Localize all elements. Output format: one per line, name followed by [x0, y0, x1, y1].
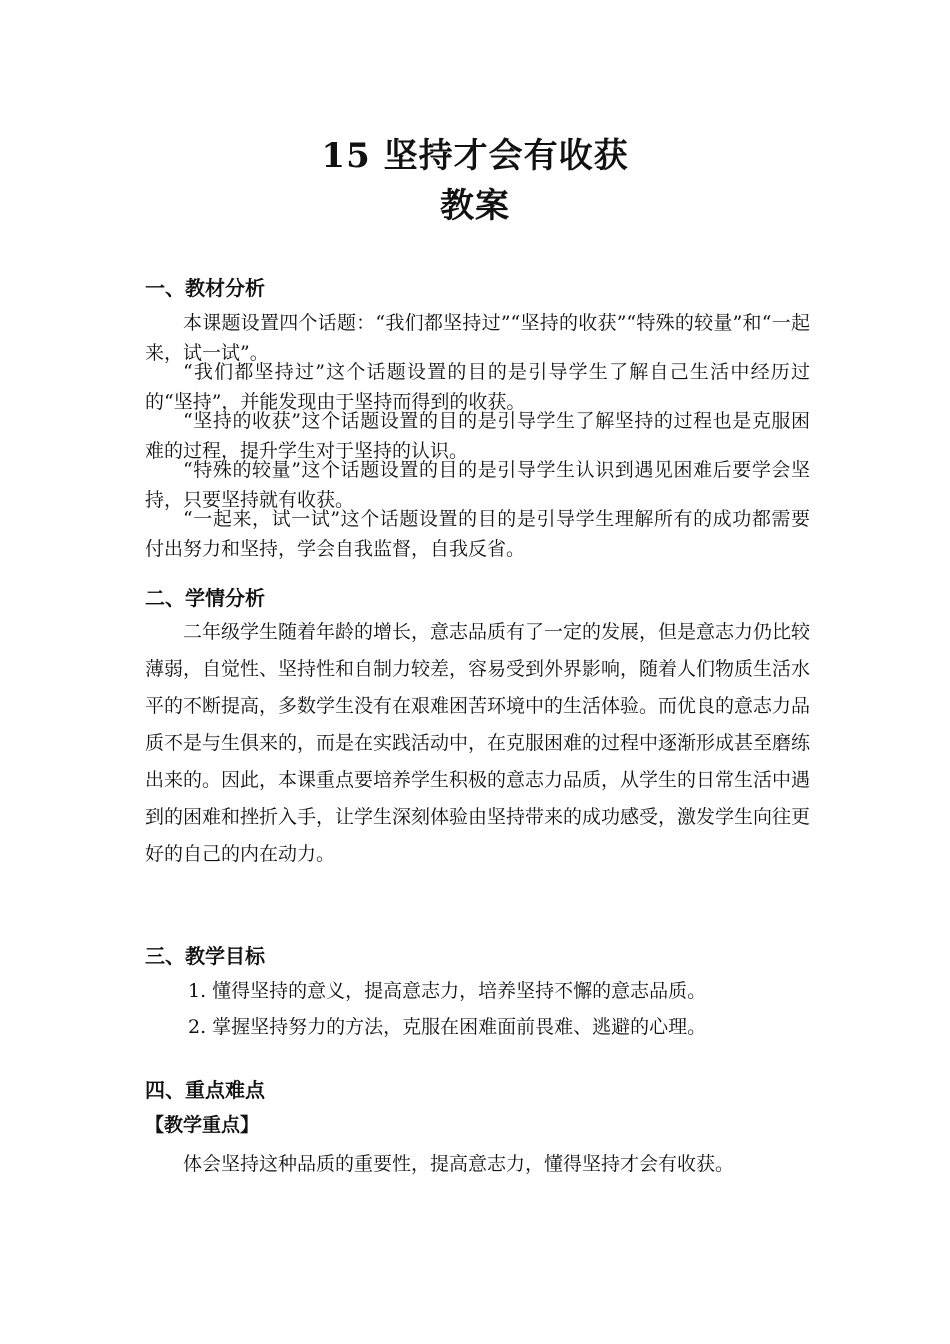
document-subtitle: 教案 [440, 186, 510, 226]
materials-paragraph-4: “特殊的较量”这个话题设置的目的是引导学生认识到遇见困难后要学会坚持，只要坚持就有收获。 [145, 459, 810, 511]
keypoints-paragraph: 体会坚持这种品质的重要性，提高意志力，懂得坚持才会有收获。 [183, 1153, 735, 1175]
section-heading-goals: 三、教学目标 [145, 944, 265, 968]
materials-paragraph-1: 本课题设置四个话题：“我们都坚持过”“坚持的收获”“特殊的较量”和“一起来，试一试”。 [145, 312, 810, 364]
goal-item-2: 2. 掌握坚持努力的方法，克服在困难面前畏难、逃避的心理。 [188, 1016, 707, 1038]
keypoints-subheading: 【教学重点】 [145, 1114, 260, 1136]
section-heading-materials: 一、教材分析 [145, 276, 265, 300]
goal-item-1: 1. 懂得坚持的意义，提高意志力，培养坚持不懈的意志品质。 [188, 980, 707, 1002]
document-title: 15 坚持才会有收获 [321, 136, 629, 176]
section-heading-keypoints: 四、重点难点 [145, 1078, 265, 1102]
students-paragraph: 二年级学生随着年龄的增长，意志品质有了一定的发展，但是意志力仍比较薄弱，自觉性、坚持性和自制力较差，容易受到外界影响，随着人们物质生活水平的不断提高，多数学生没有在艰难困苦环境中的生活体验。而优良的意志力品质不是与生俱来的，而是在实践活动中，在克服困难的过程中逐渐形成甚至磨练出来的。因此，本课重点要培养学生积极的意志力品质，从学生的日常生活中遇到的困难和挫折入手，让学生深刻体验由坚持带来的成功感受，激发学生向往更好的自己的内在动力。 [145, 621, 811, 865]
section-heading-students: 二、学情分析 [145, 586, 265, 610]
materials-paragraph-5: “一起来，试一试”这个话题设置的目的是引导学生理解所有的成功都需要付出努力和坚持，学会自我监督，自我反省。 [145, 508, 810, 560]
materials-paragraph-2: “我们都坚持过”这个话题设置的目的是引导学生了解自己生活中经历过的“坚持”，并能发现由于坚持而得到的收获。 [145, 361, 810, 413]
materials-paragraph-3: “坚持的收获”这个话题设置的目的是引导学生了解坚持的过程也是克服困难的过程，提升学生对于坚持的认识。 [145, 410, 810, 462]
